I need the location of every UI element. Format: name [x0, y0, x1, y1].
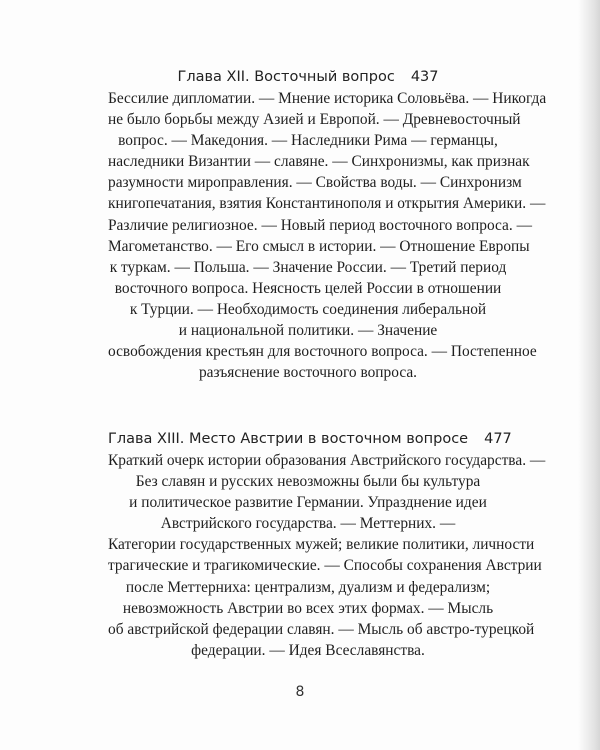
description-line: наследники Византии — славяне. — Синхронизмы, как признак — [108, 153, 530, 171]
description-line: об австрийской федерации славян. — Мысль об австро-турецкой — [108, 620, 535, 638]
toc-entry-chapter-12 — [108, 66, 547, 383]
description-line: Краткий очерк истории образования Австрийского государства. — — [108, 452, 546, 469]
toc-entry-chapter-13 — [108, 428, 546, 661]
page-edge-shadow — [578, 0, 600, 750]
description-line: Австрийского государства. — Меттерних. — — [160, 515, 456, 533]
chapter-title: Глава XIII. Место Австрии в восточном вопросе — [108, 431, 469, 447]
description-line: Категории государственных мужей; великие политики, личности — [108, 536, 535, 554]
page-number: 8 — [295, 684, 305, 700]
chapter-page-number: 437 — [410, 69, 439, 85]
description-line: разъяснение восточного вопроса. — [198, 364, 418, 382]
description-line: Бессилие дипломатии. — Мнение историка Соловьёва. — Никогда — [108, 90, 547, 107]
description-line: к туркам. — Польша. — Значение России. — Третий период — [109, 258, 507, 276]
chapter-heading — [108, 66, 508, 88]
chapter-page-number: 477 — [484, 431, 512, 447]
description-line: после Меттерниха: централизм, дуализм и федерализм; — [125, 578, 491, 596]
description-line: трагические и трагикомические. — Способы сохранения Австрии — [108, 557, 542, 575]
description-line: Магометанство. — Его смысл в истории. — Отношение Европы — [108, 237, 530, 255]
description-line: книгопечатания, взятия Константинополя и открытия Америки. — — [108, 195, 546, 213]
description-line: восточного вопроса. Неясность целей России в отношении — [114, 279, 502, 297]
description-line: разумности мироправления. — Свойства воды. — Синхронизм — [108, 174, 522, 192]
description-line: вопрос. — Македония. — Наследники Рима — германцы, — [118, 132, 498, 150]
description-line: освобождения крестьян для восточного вопроса. — Постепенное — [108, 343, 537, 361]
description-line: Различие религиозное. — Новый период восточного вопроса. — — [108, 216, 532, 234]
description-line: и национальной политики. — Значение — [178, 322, 438, 340]
description-line: федерации. — Идея Всеславянства. — [191, 641, 425, 659]
description-line: Без славян и русских невозможны были бы культура — [135, 473, 481, 491]
description-line: к Турции. — Необходимость соединения либеральной — [129, 300, 487, 318]
chapter-title: Глава XII. Восточный вопрос — [177, 69, 395, 85]
description-line: не было борьбы между Азией и Европой. — Древневосточный — [108, 111, 521, 129]
description-line: невозможность Австрии во всех этих формах. — Мысль — [122, 599, 494, 617]
description-line: и политическое развитие Германии. Упразднение идеи — [129, 494, 487, 512]
chapter-heading — [108, 428, 512, 450]
